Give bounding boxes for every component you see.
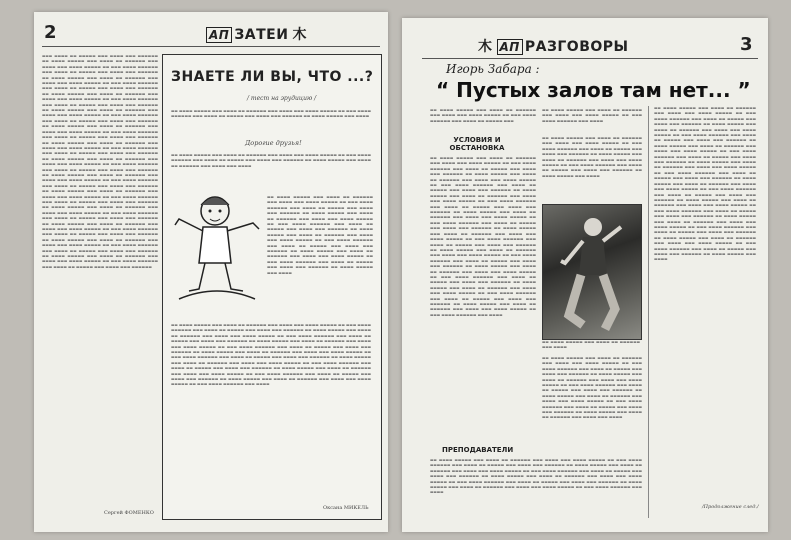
header-rule bbox=[422, 58, 758, 59]
greeting: Дорогие друзья! bbox=[245, 139, 302, 147]
header-rule bbox=[42, 46, 380, 47]
author: Игорь Забара : bbox=[446, 62, 540, 76]
left-page bbox=[34, 12, 388, 532]
photo-caption: ▬▬ ▬▬▬▬ ▬▬▬▬▬ ▬▬▬ ▬▬▬▬ ▬▬ ▬▬▬▬▬▬ ▬▬▬ ▬▬▬▬ bbox=[542, 340, 640, 350]
photo-dancer bbox=[542, 204, 642, 340]
continued-note: /Продолжение след./ bbox=[702, 504, 759, 510]
dancer-figure bbox=[543, 205, 641, 339]
logo: АП bbox=[497, 39, 523, 55]
tree-icon: 木 bbox=[478, 39, 493, 55]
quiz-signature: Оксана МИКЕЛЬ bbox=[323, 505, 369, 511]
right-page bbox=[402, 18, 768, 532]
subhead-teachers: ПРЕПОДАВАТЕЛИ bbox=[442, 446, 514, 454]
left-text-column: ▬▬▬ ▬▬▬▬ ▬▬ ▬▬▬▬▬ ▬▬▬ ▬▬▬▬ ▬▬▬ ▬▬▬▬▬▬ ▬▬ ▬▬▬▬ ▬▬▬▬▬ ▬▬▬ ▬▬▬▬ ▬▬ ▬▬▬▬▬▬ ▬▬▬ ▬▬▬▬ ▬▬▬ ▬▬▬▬ ▬▬▬▬▬ ▬▬ ▬▬▬ ▬▬▬▬ ▬▬▬▬▬▬ ▬▬▬ ▬▬▬▬ ▬▬ ▬▬▬▬▬ ▬▬▬ ▬▬▬▬ ▬▬▬ ▬▬▬▬▬▬ ▬▬ ▬▬▬▬ ▬▬▬▬▬ ▬▬▬ ▬▬▬▬ ▬▬ ▬▬▬▬▬▬ ▬▬▬ ▬▬▬▬ ▬▬▬ ▬▬▬▬ ▬▬▬▬▬ ▬▬ ▬▬▬ ▬▬▬▬ ▬▬▬▬▬▬ ▬▬▬ ▬▬▬▬ ▬▬ ▬▬▬▬▬ ▬▬▬ ▬▬▬▬ ▬▬▬ ▬▬▬▬▬▬ ▬▬ ▬▬▬▬ ▬▬▬▬▬ ▬▬▬ ▬▬▬▬ ▬▬ ▬▬▬▬▬▬ ▬▬▬ ▬▬▬▬ ▬▬▬ ▬▬▬▬ ▬▬▬▬▬ ▬▬ ▬▬▬ ▬▬▬▬ ▬▬▬▬▬▬ ▬▬▬ ▬▬▬▬ ▬▬ ▬▬▬▬▬ ▬▬▬ ▬▬▬▬ ▬▬▬ ▬▬▬▬▬▬ ▬▬ ▬▬▬▬ ▬▬▬▬▬ ▬▬▬ ▬▬▬▬ ▬▬ ▬▬▬▬▬▬ ▬▬▬ ▬▬▬▬ ▬▬▬ ▬▬▬▬ ▬▬▬▬▬ ▬▬ ▬▬▬ ▬▬▬▬ ▬▬▬▬▬▬ ▬▬▬ ▬▬▬▬ ▬▬ ▬▬▬▬▬ ▬▬▬ ▬▬▬▬ ▬▬▬ ▬▬▬▬▬▬ ▬▬ ▬▬▬▬ ▬▬▬▬▬ ▬▬▬ ▬▬▬▬ ▬▬ ▬▬▬▬▬▬ ▬▬▬ ▬▬▬▬ ▬▬▬ ▬▬▬▬ ▬▬▬▬▬ ▬▬ ▬▬▬ ▬▬▬▬ ▬▬▬▬▬▬ ▬▬▬ ▬▬▬▬ ▬▬ ▬▬▬▬▬ ▬▬▬ ▬▬▬▬ ▬▬▬ ▬▬▬▬▬▬ ▬▬ ▬▬▬▬ ▬▬▬▬▬ ▬▬▬ ▬▬▬▬ ▬▬ ▬▬▬▬▬▬ ▬▬▬ ▬▬▬▬ ▬▬▬ ▬▬▬▬ ▬▬▬▬▬ ▬▬ ▬▬▬ ▬▬▬▬ ▬▬▬▬▬▬ ▬▬▬ ▬▬▬▬ ▬▬ ▬▬▬▬▬ ▬▬▬ ▬▬▬▬ ▬▬▬ ▬▬▬▬▬▬ ▬▬ ▬▬▬▬ ▬▬▬▬▬ ▬▬▬ ▬▬▬▬ ▬▬ ▬▬▬▬▬▬ ▬▬▬ ▬▬▬▬ ▬▬▬ ▬▬▬▬ ▬▬▬▬▬ ▬▬ ▬▬▬ ▬▬▬▬ ▬▬▬▬▬▬ ▬▬▬ ▬▬▬▬ ▬▬ ▬▬▬▬▬ ▬▬▬ ▬▬▬▬ ▬▬▬ ▬▬▬▬▬▬ ▬▬ ▬▬▬▬ ▬▬▬▬▬ ▬▬▬ ▬▬▬▬ ▬▬ ▬▬▬▬▬▬ ▬▬▬ ▬▬▬▬ ▬▬▬ ▬▬▬▬ ▬▬▬▬▬ ▬▬ ▬▬▬ ▬▬▬▬ ▬▬▬▬▬▬ ▬▬▬ ▬▬▬▬ ▬▬ ▬▬▬▬▬ ▬▬▬ ▬▬▬▬ ▬▬▬ ▬▬▬▬▬▬ ▬▬ ▬▬▬▬ ▬▬▬▬▬ ▬▬▬ ▬▬▬▬ ▬▬ ▬▬▬▬▬▬ ▬▬▬ ▬▬▬▬ ▬▬▬ ▬▬▬▬ ▬▬▬▬▬ ▬▬ ▬▬▬ ▬▬▬▬ ▬▬▬▬▬▬ ▬▬▬ ▬▬▬▬ ▬▬ ▬▬▬▬▬ ▬▬▬ ▬▬▬▬ ▬▬▬ ▬▬▬▬▬▬ ▬▬ ▬▬▬▬ ▬▬▬▬▬ ▬▬▬ ▬▬▬▬ ▬▬ ▬▬▬▬▬▬ ▬▬▬ ▬▬▬▬ ▬▬▬ ▬▬▬▬ ▬▬▬▬▬ ▬▬ ▬▬▬ ▬▬▬▬ ▬▬▬▬▬▬ ▬▬▬ ▬▬▬▬ ▬▬ ▬▬▬▬▬ ▬▬▬ ▬▬▬▬ ▬▬▬ ▬▬▬▬▬▬ ▬▬ ▬▬▬▬ ▬▬▬▬▬ ▬▬▬ ▬▬▬▬ ▬▬ ▬▬▬▬▬▬ ▬▬▬ ▬▬▬▬ ▬▬▬ ▬▬▬▬ ▬▬▬▬▬ ▬▬ ▬▬▬ ▬▬▬▬ ▬▬▬▬▬▬ ▬▬▬ ▬▬▬▬ ▬▬ ▬▬▬▬▬ ▬▬▬ ▬▬▬▬ ▬▬▬ ▬▬▬▬▬▬ ▬▬ ▬▬▬▬ ▬▬▬▬▬ ▬▬▬ ▬▬▬▬ ▬▬ ▬▬▬▬▬▬ ▬▬▬ ▬▬▬▬ ▬▬▬ ▬▬▬▬ ▬▬▬▬▬ ▬▬ ▬▬▬ ▬▬▬▬ ▬▬▬▬▬▬ ▬▬▬ ▬▬▬▬ ▬▬ ▬▬▬▬▬ ▬▬▬ ▬▬▬▬ ▬▬▬ ▬▬▬▬▬▬ ▬▬ ▬▬▬▬ ▬▬▬▬▬ ▬▬▬ ▬▬▬▬ ▬▬ ▬▬▬▬▬▬ ▬▬▬ ▬▬▬▬ ▬▬▬ ▬▬▬▬ ▬▬▬▬▬ ▬▬ ▬▬▬ ▬▬▬▬ ▬▬▬▬▬▬ ▬▬▬ ▬▬▬▬ ▬▬ ▬▬▬▬▬ ▬▬▬ ▬▬▬▬ ▬▬▬ ▬▬▬▬▬▬ bbox=[42, 54, 158, 269]
page-number: 2 bbox=[44, 22, 57, 43]
logo: АП bbox=[206, 27, 232, 43]
quiz-greeting-text: ▬▬ ▬▬▬▬ ▬▬▬▬▬ ▬▬▬ ▬▬▬▬ ▬▬ ▬▬▬▬▬▬ ▬▬▬ ▬▬▬▬ ▬▬▬ ▬▬▬▬ ▬▬▬▬▬ ▬▬ ▬▬▬ ▬▬▬▬ ▬▬▬▬▬▬ ▬▬▬ ▬▬▬▬ ▬▬ ▬▬▬▬▬ ▬▬▬ ▬▬▬▬ ▬▬▬ ▬▬▬▬▬▬ ▬▬ ▬▬▬▬ ▬▬▬▬▬ ▬▬▬ ▬▬▬▬ ▬▬ ▬▬▬▬▬▬ ▬▬▬ ▬▬▬▬ ▬▬▬ ▬▬▬▬ bbox=[171, 153, 371, 168]
quiz-box bbox=[162, 54, 382, 520]
section-header bbox=[206, 24, 307, 44]
left-signature: Сергей ФОМЕНКО bbox=[104, 510, 154, 516]
col2-text-top: ▬▬ ▬▬▬▬ ▬▬▬▬▬ ▬▬▬ ▬▬▬▬ ▬▬ ▬▬▬▬▬▬ ▬▬▬ ▬▬▬▬ ▬▬▬ ▬▬▬▬ ▬▬▬▬▬ ▬▬ ▬▬▬ ▬▬▬▬ ▬▬▬▬▬▬ ▬▬▬ ▬▬▬▬ ▬▬ ▬▬▬▬▬ ▬▬▬ ▬▬▬▬ ▬▬▬ ▬▬▬▬▬▬ ▬▬ ▬▬▬▬ ▬▬▬▬▬ ▬▬▬ ▬▬▬▬ ▬▬ ▬▬▬▬▬▬ ▬▬▬ ▬▬▬▬ ▬▬▬ ▬▬▬▬ ▬▬▬▬▬ ▬▬ ▬▬▬ ▬▬▬▬ ▬▬▬▬▬▬ ▬▬▬ ▬▬▬▬ ▬▬ ▬▬▬▬▬ ▬▬▬ ▬▬▬▬ ▬▬▬ ▬▬▬▬▬▬ ▬▬ ▬▬▬▬ ▬▬▬▬▬ ▬▬▬ ▬▬▬▬ bbox=[542, 136, 642, 178]
col2-text-bottom: ▬▬ ▬▬▬▬ ▬▬▬▬▬ ▬▬▬ ▬▬▬▬ ▬▬ ▬▬▬▬▬▬ ▬▬▬ ▬▬▬▬ ▬▬▬ ▬▬▬▬ ▬▬▬▬▬ ▬▬ ▬▬▬ ▬▬▬▬ ▬▬▬▬▬▬ ▬▬▬ ▬▬▬▬ ▬▬ ▬▬▬▬▬ ▬▬▬ ▬▬▬▬ ▬▬▬ ▬▬▬▬▬▬ ▬▬ ▬▬▬▬ ▬▬▬▬▬ ▬▬▬ ▬▬▬▬ ▬▬ ▬▬▬▬▬▬ ▬▬▬ ▬▬▬▬ ▬▬▬ ▬▬▬▬ ▬▬▬▬▬ ▬▬ ▬▬▬ ▬▬▬▬ ▬▬▬▬▬▬ ▬▬▬ ▬▬▬▬ ▬▬ ▬▬▬▬▬ ▬▬▬ ▬▬▬▬ ▬▬▬ ▬▬▬▬▬▬ ▬▬ ▬▬▬▬ ▬▬▬▬▬ ▬▬▬ ▬▬▬▬ ▬▬ ▬▬▬▬▬▬ ▬▬▬ ▬▬▬▬ ▬▬▬ ▬▬▬▬ ▬▬▬▬▬ ▬▬ ▬▬▬ ▬▬▬▬ ▬▬▬▬▬▬ ▬▬▬ ▬▬▬▬ ▬▬ ▬▬▬▬▬ ▬▬▬ ▬▬▬▬ ▬▬▬ ▬▬▬▬▬▬ ▬▬ ▬▬▬▬ ▬▬▬▬▬ ▬▬▬ ▬▬▬▬ ▬▬ ▬▬▬▬▬▬ ▬▬▬ ▬▬▬▬ ▬▬▬ ▬▬▬▬ bbox=[542, 356, 642, 420]
col1-text: ▬▬ ▬▬▬▬ ▬▬▬▬▬ ▬▬▬ ▬▬▬▬ ▬▬ ▬▬▬▬▬▬ ▬▬▬ ▬▬▬▬ ▬▬▬ ▬▬▬▬ ▬▬▬▬▬ ▬▬ ▬▬▬ ▬▬▬▬ ▬▬▬▬▬▬ ▬▬▬ ▬▬▬▬ ▬▬ ▬▬▬▬▬ ▬▬▬ ▬▬▬▬ ▬▬▬ ▬▬▬▬▬▬ ▬▬ ▬▬▬▬ ▬▬▬▬▬ ▬▬▬ ▬▬▬▬ ▬▬ ▬▬▬▬▬▬ ▬▬▬ ▬▬▬▬ ▬▬▬ ▬▬▬▬ ▬▬▬▬▬ ▬▬ ▬▬▬ ▬▬▬▬ ▬▬▬▬▬▬ ▬▬▬ ▬▬▬▬ ▬▬ ▬▬▬▬▬ ▬▬▬ ▬▬▬▬ ▬▬▬ ▬▬▬▬▬▬ ▬▬ ▬▬▬▬ ▬▬▬▬▬ ▬▬▬ ▬▬▬▬ ▬▬ ▬▬▬▬▬▬ ▬▬▬ ▬▬▬▬ ▬▬▬ ▬▬▬▬ ▬▬▬▬▬ ▬▬ ▬▬▬ ▬▬▬▬ ▬▬▬▬▬▬ ▬▬▬ ▬▬▬▬ ▬▬ ▬▬▬▬▬ ▬▬▬ ▬▬▬▬ ▬▬▬ ▬▬▬▬▬▬ ▬▬ ▬▬▬▬ ▬▬▬▬▬ ▬▬▬ ▬▬▬▬ ▬▬ ▬▬▬▬▬▬ ▬▬▬ ▬▬▬▬ ▬▬▬ ▬▬▬▬ ▬▬▬▬▬ ▬▬ ▬▬▬ ▬▬▬▬ ▬▬▬▬▬▬ ▬▬▬ ▬▬▬▬ ▬▬ ▬▬▬▬▬ ▬▬▬ ▬▬▬▬ ▬▬▬ ▬▬▬▬▬▬ ▬▬ ▬▬▬▬ ▬▬▬▬▬ ▬▬▬ ▬▬▬▬ ▬▬ ▬▬▬▬▬▬ ▬▬▬ ▬▬▬▬ ▬▬▬ ▬▬▬▬ ▬▬▬▬▬ ▬▬ ▬▬▬ ▬▬▬▬ ▬▬▬▬▬▬ ▬▬▬ ▬▬▬▬ ▬▬ ▬▬▬▬▬ ▬▬▬ ▬▬▬▬ ▬▬▬ ▬▬▬▬▬▬ ▬▬ ▬▬▬▬ ▬▬▬▬▬ ▬▬▬ ▬▬▬▬ ▬▬ ▬▬▬▬▬▬ ▬▬▬ ▬▬▬▬ ▬▬▬ ▬▬▬▬ ▬▬▬▬▬ ▬▬ ▬▬▬ ▬▬▬▬ ▬▬▬▬▬▬ ▬▬▬ ▬▬▬▬ ▬▬ ▬▬▬▬▬ ▬▬▬ ▬▬▬▬ ▬▬▬ ▬▬▬▬▬▬ ▬▬ ▬▬▬▬ ▬▬▬▬▬ ▬▬▬ ▬▬▬▬ ▬▬ ▬▬▬▬▬▬ ▬▬▬ ▬▬▬▬ ▬▬▬ ▬▬▬▬ ▬▬▬▬▬ ▬▬ ▬▬▬ ▬▬▬▬ ▬▬▬▬▬▬ ▬▬▬ ▬▬▬▬ ▬▬ ▬▬▬▬▬ ▬▬▬ ▬▬▬▬ ▬▬▬ ▬▬▬▬▬▬ ▬▬ ▬▬▬▬ ▬▬▬▬▬ ▬▬▬ ▬▬▬▬ ▬▬ ▬▬▬▬▬▬ ▬▬▬ ▬▬▬▬ ▬▬▬ ▬▬▬▬ ▬▬▬▬▬ ▬▬ ▬▬▬ ▬▬▬▬ ▬▬▬▬▬▬ ▬▬▬ ▬▬▬▬ ▬▬ ▬▬▬▬▬ ▬▬▬ ▬▬▬▬ ▬▬▬ ▬▬▬▬▬▬ ▬▬ ▬▬▬▬ ▬▬▬▬▬ ▬▬▬ ▬▬▬▬ ▬▬ ▬▬▬▬▬▬ ▬▬▬ ▬▬▬▬ ▬▬▬ ▬▬▬▬ ▬▬▬▬▬ ▬▬ ▬▬▬ ▬▬▬▬ ▬▬▬▬▬▬ ▬▬▬ ▬▬▬▬ bbox=[430, 156, 536, 317]
col3-text: ▬▬ ▬▬▬▬ ▬▬▬▬▬ ▬▬▬ ▬▬▬▬ ▬▬ ▬▬▬▬▬▬ ▬▬▬ ▬▬▬▬ ▬▬▬ ▬▬▬▬ ▬▬▬▬▬ ▬▬ ▬▬▬ ▬▬▬▬ ▬▬▬▬▬▬ ▬▬▬ ▬▬▬▬ ▬▬ ▬▬▬▬▬ ▬▬▬ ▬▬▬▬ ▬▬▬ ▬▬▬▬▬▬ ▬▬ ▬▬▬▬ ▬▬▬▬▬ ▬▬▬ ▬▬▬▬ ▬▬ ▬▬▬▬▬▬ ▬▬▬ ▬▬▬▬ ▬▬▬ ▬▬▬▬ ▬▬▬▬▬ ▬▬ ▬▬▬ ▬▬▬▬ ▬▬▬▬▬▬ ▬▬▬ ▬▬▬▬ ▬▬ ▬▬▬▬▬ ▬▬▬ ▬▬▬▬ ▬▬▬ ▬▬▬▬▬▬ ▬▬ ▬▬▬▬ ▬▬▬▬▬ ▬▬▬ ▬▬▬▬ ▬▬ ▬▬▬▬▬▬ ▬▬▬ ▬▬▬▬ ▬▬▬ ▬▬▬▬ ▬▬▬▬▬ ▬▬ ▬▬▬ ▬▬▬▬ ▬▬▬▬▬▬ ▬▬▬ ▬▬▬▬ ▬▬ ▬▬▬▬▬ ▬▬▬ ▬▬▬▬ ▬▬▬ ▬▬▬▬▬▬ ▬▬ ▬▬▬▬ ▬▬▬▬▬ ▬▬▬ ▬▬▬▬ ▬▬ ▬▬▬▬▬▬ ▬▬▬ ▬▬▬▬ ▬▬▬ ▬▬▬▬ ▬▬▬▬▬ ▬▬ ▬▬▬ ▬▬▬▬ ▬▬▬▬▬▬ ▬▬▬ ▬▬▬▬ ▬▬ ▬▬▬▬▬ ▬▬▬ ▬▬▬▬ ▬▬▬ ▬▬▬▬▬▬ ▬▬ ▬▬▬▬ ▬▬▬▬▬ ▬▬▬ ▬▬▬▬ ▬▬ ▬▬▬▬▬▬ ▬▬▬ ▬▬▬▬ ▬▬▬ ▬▬▬▬ ▬▬▬▬▬ ▬▬ ▬▬▬ ▬▬▬▬ ▬▬▬▬▬▬ ▬▬▬ ▬▬▬▬ ▬▬ ▬▬▬▬▬ ▬▬▬ ▬▬▬▬ ▬▬▬ ▬▬▬▬▬▬ ▬▬ ▬▬▬▬ ▬▬▬▬▬ ▬▬▬ ▬▬▬▬ ▬▬ ▬▬▬▬▬▬ ▬▬▬ ▬▬▬▬ ▬▬▬ ▬▬▬▬ ▬▬▬▬▬ ▬▬ ▬▬▬ ▬▬▬▬ ▬▬▬▬▬▬ ▬▬▬ ▬▬▬▬ ▬▬ ▬▬▬▬▬ ▬▬▬ ▬▬▬▬ ▬▬▬ ▬▬▬▬▬▬ ▬▬ ▬▬▬▬ ▬▬▬▬▬ ▬▬▬ ▬▬▬▬ ▬▬ ▬▬▬▬▬▬ ▬▬▬ ▬▬▬▬ ▬▬▬ ▬▬▬▬ ▬▬▬▬▬ ▬▬ ▬▬▬ ▬▬▬▬ ▬▬▬▬▬▬ ▬▬▬ ▬▬▬▬ ▬▬ ▬▬▬▬▬ ▬▬▬ ▬▬▬▬ ▬▬▬ ▬▬▬▬▬▬ ▬▬ ▬▬▬▬ ▬▬▬▬▬ ▬▬▬ ▬▬▬▬ ▬▬ ▬▬▬▬▬▬ ▬▬▬ ▬▬▬▬ ▬▬▬ ▬▬▬▬ ▬▬▬▬▬ ▬▬ ▬▬▬ ▬▬▬▬ ▬▬▬▬▬▬ ▬▬▬ ▬▬▬▬ ▬▬ ▬▬▬▬▬ ▬▬▬ ▬▬▬▬ ▬▬▬ ▬▬▬▬▬▬ ▬▬ ▬▬▬▬ ▬▬▬▬▬ ▬▬▬ ▬▬▬▬ bbox=[654, 106, 756, 262]
quiz-title: ЗНАЕТЕ ЛИ ВЫ, ЧТО ...? bbox=[171, 69, 374, 85]
lead-text-1: ▬▬ ▬▬▬▬ ▬▬▬▬▬ ▬▬▬ ▬▬▬▬ ▬▬ ▬▬▬▬▬▬ ▬▬▬ ▬▬▬▬ ▬▬▬ ▬▬▬▬ ▬▬▬▬▬ ▬▬ ▬▬▬ ▬▬▬▬ ▬▬▬▬▬▬ ▬▬▬ ▬▬▬▬ ▬▬ ▬▬▬▬▬ ▬▬▬ bbox=[430, 108, 536, 123]
subhead-conditions: УСЛОВИЯ И ОБСТАНОВКА bbox=[449, 136, 505, 152]
column-divider bbox=[648, 106, 649, 518]
lead-text-2: ▬▬ ▬▬▬▬ ▬▬▬▬▬ ▬▬▬ ▬▬▬▬ ▬▬ ▬▬▬▬▬▬ ▬▬▬ ▬▬▬▬ ▬▬▬ ▬▬▬▬ ▬▬▬▬▬ ▬▬ ▬▬▬ ▬▬▬▬ ▬▬▬▬▬▬ ▬▬▬ ▬▬▬▬ bbox=[542, 108, 642, 123]
quiz-intro: ▬▬ ▬▬▬▬ ▬▬▬▬▬ ▬▬▬ ▬▬▬▬ ▬▬ ▬▬▬▬▬▬ ▬▬▬ ▬▬▬▬ ▬▬▬ ▬▬▬▬ ▬▬▬▬▬ ▬▬ ▬▬▬ ▬▬▬▬ ▬▬▬▬▬▬ ▬▬▬ ▬▬▬▬ ▬▬ ▬▬▬▬▬ ▬▬▬ ▬▬▬▬ ▬▬▬ ▬▬▬▬▬▬ ▬▬ ▬▬▬▬ ▬▬▬▬▬ ▬▬▬ ▬▬▬▬ bbox=[171, 109, 371, 119]
headline: “ Пустых залов там нет... ” bbox=[436, 78, 751, 102]
section-title: ЗАТЕИ bbox=[234, 27, 289, 43]
quiz-questions: ▬▬ ▬▬▬▬ ▬▬▬▬▬ ▬▬▬ ▬▬▬▬ ▬▬ ▬▬▬▬▬▬ ▬▬▬ ▬▬▬▬ ▬▬▬ ▬▬▬▬ ▬▬▬▬▬ ▬▬ ▬▬▬ ▬▬▬▬ ▬▬▬▬▬▬ ▬▬▬ ▬▬▬▬ ▬▬ ▬▬▬▬▬ ▬▬▬ ▬▬▬▬ ▬▬▬ ▬▬▬▬▬▬ ▬▬ ▬▬▬▬ ▬▬▬▬▬ ▬▬▬ ▬▬▬▬ ▬▬ ▬▬▬▬▬▬ ▬▬▬ ▬▬▬▬ ▬▬▬ ▬▬▬▬ ▬▬▬▬▬ ▬▬ ▬▬▬ ▬▬▬▬ ▬▬▬▬▬▬ ▬▬▬ ▬▬▬▬ ▬▬ ▬▬▬▬▬ ▬▬▬ ▬▬▬▬ ▬▬▬ ▬▬▬▬▬▬ ▬▬ ▬▬▬▬ ▬▬▬▬▬ ▬▬▬ ▬▬▬▬ ▬▬ ▬▬▬▬▬▬ ▬▬▬ ▬▬▬▬ ▬▬▬ ▬▬▬▬ ▬▬▬▬▬ ▬▬ ▬▬▬ ▬▬▬▬ ▬▬▬▬▬▬ ▬▬▬ ▬▬▬▬ ▬▬ ▬▬▬▬▬ ▬▬▬ ▬▬▬▬ ▬▬▬ ▬▬▬▬▬▬ ▬▬ ▬▬▬▬ ▬▬▬▬▬ ▬▬▬ ▬▬▬▬ ▬▬ ▬▬▬▬▬▬ ▬▬▬ ▬▬▬▬ ▬▬▬ ▬▬▬▬ ▬▬▬▬▬ ▬▬ ▬▬▬ ▬▬▬▬ ▬▬▬▬▬▬ ▬▬▬ ▬▬▬▬ ▬▬ ▬▬▬▬▬ ▬▬▬ ▬▬▬▬ ▬▬▬ ▬▬▬▬▬▬ ▬▬ ▬▬▬▬ ▬▬▬▬▬ ▬▬▬ ▬▬▬▬ ▬▬ ▬▬▬▬▬▬ ▬▬▬ ▬▬▬▬ ▬▬▬ ▬▬▬▬ ▬▬▬▬▬ ▬▬ ▬▬▬ ▬▬▬▬ ▬▬▬▬▬▬ ▬▬▬ ▬▬▬▬ ▬▬ ▬▬▬▬▬ ▬▬▬ ▬▬▬▬ ▬▬▬ ▬▬▬▬▬▬ ▬▬ ▬▬▬▬ ▬▬▬▬▬ ▬▬▬ ▬▬▬▬ ▬▬ ▬▬▬▬▬▬ ▬▬▬ ▬▬▬▬ ▬▬▬ ▬▬▬▬ ▬▬▬▬▬ ▬▬ ▬▬▬ ▬▬▬▬ ▬▬▬▬▬▬ ▬▬▬ ▬▬▬▬ ▬▬ ▬▬▬▬▬ ▬▬▬ ▬▬▬▬ ▬▬▬ ▬▬▬▬▬▬ ▬▬ ▬▬▬▬ ▬▬▬▬▬ ▬▬▬ ▬▬▬▬ ▬▬ ▬▬▬▬▬▬ ▬▬▬ ▬▬▬▬ ▬▬▬ ▬▬▬▬ ▬▬▬▬▬ ▬▬ ▬▬▬ ▬▬▬▬ ▬▬▬▬▬▬ ▬▬▬ ▬▬▬▬ bbox=[171, 323, 371, 387]
quiz-right-text: ▬▬ ▬▬▬▬ ▬▬▬▬▬ ▬▬▬ ▬▬▬▬ ▬▬ ▬▬▬▬▬▬ ▬▬▬ ▬▬▬▬ ▬▬▬ ▬▬▬▬ ▬▬▬▬▬ ▬▬ ▬▬▬ ▬▬▬▬ ▬▬▬▬▬▬ ▬▬▬ ▬▬▬▬ ▬▬ ▬▬▬▬▬ ▬▬▬ ▬▬▬▬ ▬▬▬ ▬▬▬▬▬▬ ▬▬ ▬▬▬▬ ▬▬▬▬▬ ▬▬▬ ▬▬▬▬ ▬▬ ▬▬▬▬▬▬ ▬▬▬ ▬▬▬▬ ▬▬▬ ▬▬▬▬ ▬▬▬▬▬ ▬▬ ▬▬▬ ▬▬▬▬ ▬▬▬▬▬▬ ▬▬▬ ▬▬▬▬ ▬▬ ▬▬▬▬▬ ▬▬▬ ▬▬▬▬ ▬▬▬ ▬▬▬▬▬▬ ▬▬ ▬▬▬▬ ▬▬▬▬▬ ▬▬▬ ▬▬▬▬ ▬▬ ▬▬▬▬▬▬ ▬▬▬ ▬▬▬▬ ▬▬▬ ▬▬▬▬ ▬▬▬▬▬ ▬▬ ▬▬▬ ▬▬▬▬ ▬▬▬▬▬▬ ▬▬▬ ▬▬▬▬ ▬▬ ▬▬▬▬▬ ▬▬▬ ▬▬▬▬ ▬▬▬ ▬▬▬▬▬▬ ▬▬ ▬▬▬▬ ▬▬▬▬▬ ▬▬▬ ▬▬▬▬ ▬▬ ▬▬▬▬▬▬ ▬▬▬ ▬▬▬▬ ▬▬▬ ▬▬▬▬ ▬▬▬▬▬ ▬▬ ▬▬▬ ▬▬▬▬ ▬▬▬▬▬▬ ▬▬▬ ▬▬▬▬ ▬▬ ▬▬▬▬▬ ▬▬▬ ▬▬▬▬ ▬▬▬ ▬▬▬▬▬▬ ▬▬ ▬▬▬▬ ▬▬▬▬▬ ▬▬▬ ▬▬▬▬ bbox=[267, 195, 373, 275]
section-title: РАЗГОВОРЫ bbox=[524, 39, 629, 55]
tree-icon: 木 bbox=[292, 27, 307, 43]
teachers-text: ▬▬ ▬▬▬▬ ▬▬▬▬▬ ▬▬▬ ▬▬▬▬ ▬▬ ▬▬▬▬▬▬ ▬▬▬ ▬▬▬▬ ▬▬▬ ▬▬▬▬ ▬▬▬▬▬ ▬▬ ▬▬▬ ▬▬▬▬ ▬▬▬▬▬▬ ▬▬▬ ▬▬▬▬ ▬▬ ▬▬▬▬▬ ▬▬▬ ▬▬▬▬ ▬▬▬ ▬▬▬▬▬▬ ▬▬ ▬▬▬▬ ▬▬▬▬▬ ▬▬▬ ▬▬▬▬ ▬▬ ▬▬▬▬▬▬ ▬▬▬ ▬▬▬▬ ▬▬▬ ▬▬▬▬ ▬▬▬▬▬ ▬▬ ▬▬▬ ▬▬▬▬ ▬▬▬▬▬▬ ▬▬▬ ▬▬▬▬ ▬▬ ▬▬▬▬▬ ▬▬▬ ▬▬▬▬ ▬▬▬ ▬▬▬▬▬▬ ▬▬ ▬▬▬▬ ▬▬▬▬▬ ▬▬▬ ▬▬▬▬ ▬▬ ▬▬▬▬▬▬ ▬▬▬ ▬▬▬▬ ▬▬▬ ▬▬▬▬ ▬▬▬▬▬ ▬▬ ▬▬▬ ▬▬▬▬ ▬▬▬▬▬▬ ▬▬▬ ▬▬▬▬ ▬▬ ▬▬▬▬▬ ▬▬▬ ▬▬▬▬ ▬▬▬ ▬▬▬▬▬▬ ▬▬ ▬▬▬▬ ▬▬▬▬▬ ▬▬▬ ▬▬▬▬ ▬▬ ▬▬▬▬▬▬ ▬▬▬ ▬▬▬▬ ▬▬▬ ▬▬▬▬ ▬▬▬▬▬ ▬▬ ▬▬▬ ▬▬▬▬ ▬▬▬▬▬▬ ▬▬▬ ▬▬▬▬ bbox=[430, 458, 642, 495]
section-header bbox=[478, 36, 629, 56]
quiz-subtitle: / тест на эрудицию / bbox=[247, 95, 317, 102]
cartoon-figure bbox=[169, 179, 265, 307]
page-number: 3 bbox=[740, 34, 753, 55]
